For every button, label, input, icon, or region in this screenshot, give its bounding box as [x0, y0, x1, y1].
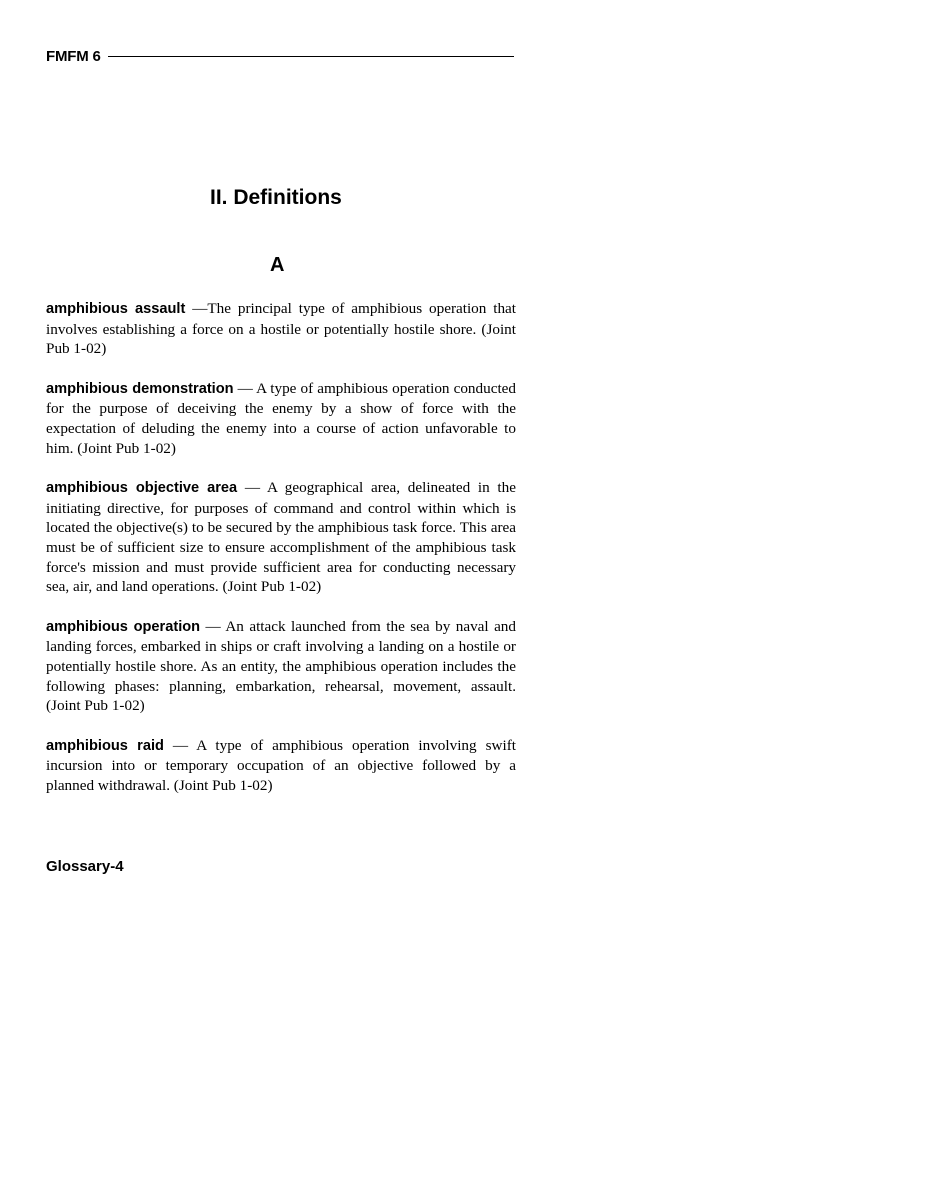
glossary-entry — [46, 379, 516, 458]
glossary-entries — [46, 299, 516, 795]
glossary-term: amphibious objective area — [46, 480, 238, 497]
running-head-rule — [108, 56, 514, 57]
glossary-entry — [46, 736, 516, 796]
running-head-label: FMFM 6 — [46, 47, 101, 65]
letter-heading: A — [270, 254, 285, 276]
glossary-definition: A type of amphibious operation conducted for the purpose of deceiving the enemy by a show of force with the expectation of deluding the enemy into a course of action unfavorable to him. (Joint Pub 1-02) — [46, 379, 516, 457]
glossary-separator: — — [233, 379, 257, 397]
glossary-term: amphibious demonstration — [46, 380, 234, 397]
glossary-separator: — — [200, 617, 226, 635]
glossary-separator: — — [185, 300, 208, 317]
glossary-definition: An attack launched from the sea by naval and landing forces, embarked in ships or craft involving a landing on a hostile or potentially hostile shore. As an entity, the amphibious operation includes the following phases: planning, embarkation, rehearsal, movement, assault. (Joint Pub 1-02) — [46, 617, 516, 715]
glossary-term: amphibious assault — [46, 301, 186, 317]
page-footer: Glossary-4 — [46, 858, 124, 875]
section-title: II. Definitions — [210, 186, 342, 209]
glossary-definition: The principal type of amphibious operation that involves establishing a force on a hostile or potentially hostile shore. (Joint Pub 1-02) — [46, 300, 517, 358]
glossary-definition: A type of amphibious operation involving swift incursion into or temporary occupation of an objective followed by a planned withdrawal. (Joint Pub 1-02) — [46, 736, 516, 794]
glossary-separator: — — [237, 479, 267, 497]
glossary-term: amphibious raid — [46, 737, 164, 754]
glossary-definition: A geographical area, delineated in the initiating directive, for purposes of command and control within which is located the objective(s) to be secured by the amphibious task force. This area must be of sufficient size to ensure accomplishment of the amphibious task force's mission and must provide sufficient area for conducting necessary sea, air, and land operations. (Joint Pub 1-02) — [46, 479, 516, 596]
glossary-entry — [46, 478, 516, 597]
glossary-term: amphibious operation — [46, 618, 201, 635]
glossary-entry — [46, 617, 516, 716]
glossary-separator: — — [163, 736, 197, 754]
running-head — [46, 46, 514, 66]
glossary-entry — [46, 299, 516, 359]
